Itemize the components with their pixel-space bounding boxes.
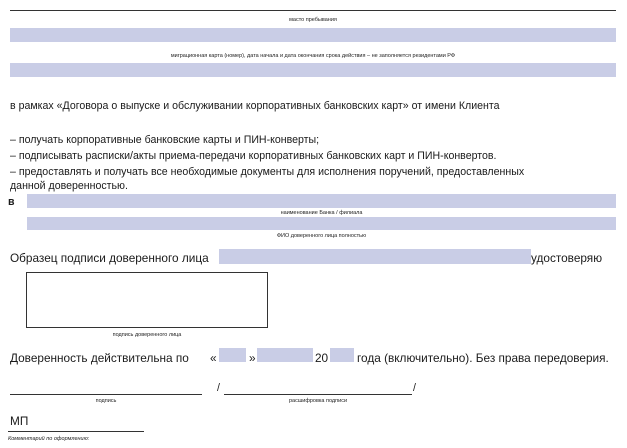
validity-year-field[interactable]	[330, 348, 354, 362]
quote-open: «	[210, 351, 217, 365]
slash-left: /	[217, 382, 220, 394]
power-item-3: – предоставлять и получать все необходимые документы для исполнения поручений, предоставленных	[10, 166, 525, 178]
year-prefix: 20	[315, 351, 329, 365]
validity-day-field[interactable]	[219, 348, 246, 362]
stamp-label: МП	[10, 414, 29, 428]
signature-sample-label: Образец подписи доверенного лица	[10, 251, 209, 265]
stamp-line	[8, 431, 144, 432]
contract-intro-text: в рамках «Договора о выпуске и обслуживании корпоративных банковских карт» от имени Клиента	[10, 100, 500, 112]
validity-suffix: года (включительно). Без права передоверия.	[357, 351, 609, 365]
fio-caption: ФИО доверенного лица полностью	[276, 233, 367, 239]
signature-sample-fio-field[interactable]	[219, 249, 531, 264]
signature-line	[10, 394, 202, 395]
signature-box-caption: подпись доверенного лица	[112, 332, 182, 338]
comment-label: Комментарий по оформлению:	[8, 436, 90, 442]
top-line	[10, 10, 616, 11]
stay-place-caption: масто пребывания	[289, 17, 337, 23]
signature-caption: подпись	[95, 398, 117, 404]
bank-name-caption: наименование Банка / филиала	[280, 210, 363, 216]
validity-month-field[interactable]	[257, 348, 313, 362]
validity-label: Доверенность действительна по	[10, 351, 189, 365]
fio-field[interactable]	[27, 217, 616, 230]
power-item-2: – подписывать расписки/акты приема-передачи корпоративных банковских карт и ПИН-конвертов.	[10, 150, 497, 162]
quote-close: »	[249, 351, 256, 365]
power-item-4: данной доверенностью.	[10, 180, 128, 192]
bank-name-field[interactable]	[27, 194, 616, 208]
migration-card-field[interactable]	[10, 63, 616, 77]
decoding-caption: расшифровка подписи	[288, 398, 348, 404]
decoding-line	[224, 394, 412, 395]
stay-place-field[interactable]	[10, 28, 616, 42]
migration-card-caption: миграционная карта (номер), дата начала и дата окончания срока действия – не заполняется резидентами РФ	[170, 53, 456, 59]
power-item-1: – получать корпоративные банковские карты и ПИН-конверты;	[10, 134, 320, 146]
slash-right: /	[413, 382, 416, 394]
in-label: в	[8, 196, 15, 208]
signature-box[interactable]	[26, 272, 268, 328]
certify-label: удостоверяю	[531, 251, 603, 265]
